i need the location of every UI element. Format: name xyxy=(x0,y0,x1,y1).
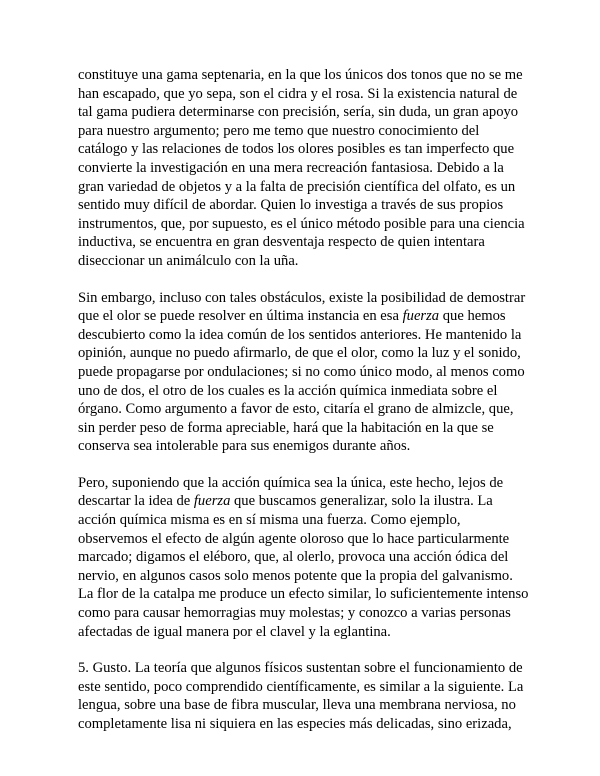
italic-term-fuerza: fuerza xyxy=(402,308,440,325)
paragraph-smell-undulation xyxy=(78,289,530,456)
italic-term-fuerza: fuerza xyxy=(193,493,231,510)
paragraph-text: que buscamos generalizar, solo la ilustra. La acción química misma es en sí misma una fuerza. Como ejemplo, observemos el efecto de algún agente oloroso que lo hace particularmente marcado; digamos el eléboro, que, al olerlo, provoca una acción ódica del nervio, en algunos casos solo menos potente que la propia del galvanismo. La flor de la catalpa me produce un efecto similar, lo suficientemente intenso como para causar hemorragias muy molestas; y conozco a varias personas afectadas de igual manera por el clavel y la eglantina. xyxy=(78,493,529,640)
paragraph-text: que hemos descubierto como la idea común de los sentidos anteriores. He mantenido la opinión, aunque no puedo afirmarlo, de que el olor, como la luz y el sonido, puede propagarse por ondulaciones; si no como único modo, al menos como uno de dos, el otro de los cuales es la acción química inmediata sobre el órgano. Como argumento a favor de esto, citaría el grano de almizcle, que, sin perder peso de forma apreciable, hará que la habitación en la que se conserva sea intolerable para sus enemigos durante años. xyxy=(78,308,525,455)
paragraph-chemical-action xyxy=(78,474,530,641)
paragraph-text: constituye una gama septenaria, en la que los únicos dos tonos que no se me han escapado, que yo sepa, son el cidra y el rosa. Si la existencia natural de tal gama pudiera determinarse con precisión, sería, sin duda, un gran apoyo para nuestro argumento; pero me temo que nuestro conocimiento del catálogo y las relaciones de todos los olores posibles es tan imperfecto que convierte la investigación en una mera recreación fantasiosa. Debido a la gran variedad de objetos y a la falta de precisión científica del olfato, es un sentido muy difícil de abordar. Quien lo investiga a través de sus propios instrumentos, que, por supuesto, es el único método posible para una ciencia inductiva, se encuentra en gran desventaja respecto de quien intentara diseccionar un animálculo con la uña. xyxy=(78,67,525,269)
paragraph-text: Pero, suponiendo que la acción química sea la única, este hecho, lejos de descartar la idea de xyxy=(78,474,504,510)
paragraph-text: 5. Gusto. La teoría que algunos físicos sustentan sobre el funcionamiento de este sentido, poco comprendido científicamente, es similar a la siguiente. La lengua, sobre una base de fibra muscular, lleva una membrana nerviosa, no completamente lisa ni siquiera en las especies más delicadas, sino erizada, xyxy=(78,660,524,732)
paragraph-taste xyxy=(78,659,530,733)
paragraph-smell-scale xyxy=(78,66,530,271)
document-page xyxy=(78,66,530,752)
paragraph-text: Sin embargo, incluso con tales obstáculos, existe la posibilidad de demostrar que el olor se puede resolver en última instancia en esa xyxy=(78,289,526,325)
